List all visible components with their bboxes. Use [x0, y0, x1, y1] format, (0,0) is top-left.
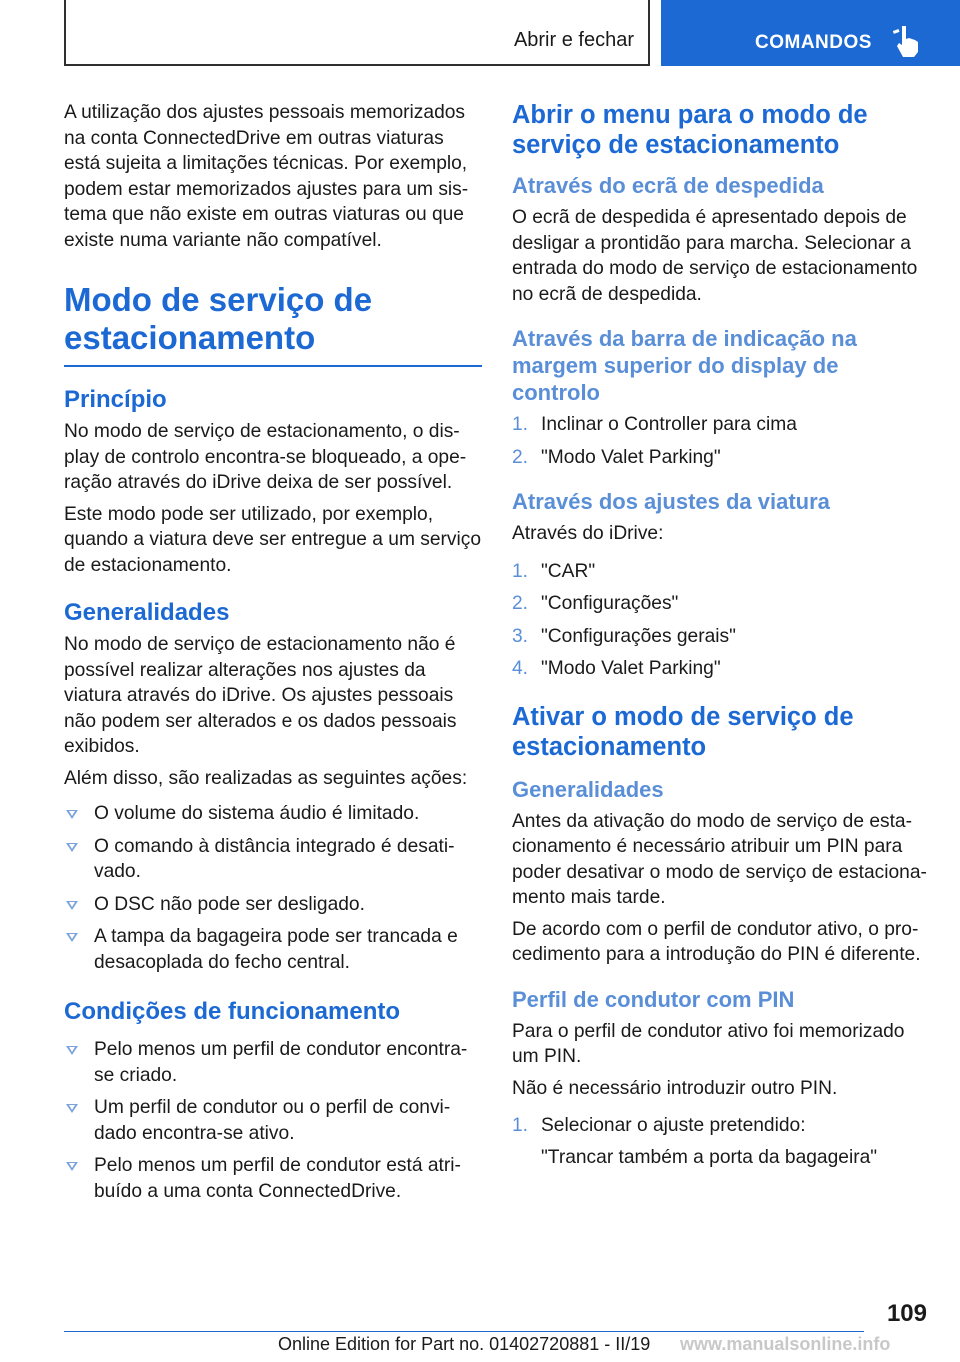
condicoes-heading: Condições de funcionamento	[64, 998, 401, 1025]
condicoes-bullet-list	[64, 1037, 482, 1204]
footer-divider	[64, 1331, 864, 1332]
generalidades-2-paragraph-1: Antes da ativação do modo de serviço de estacionamento é necessário atribuir um PIN para poder desativar o modo de serviço de estacionamento mais tarde.	[512, 810, 927, 908]
ajustes-viatura-heading: Através dos ajustes da viatura	[512, 489, 830, 514]
list-item: A tampa da bagageira pode ser trancada e desacoplada do fecho central.	[64, 924, 482, 975]
section-title: Abrir e fechar	[513, 29, 634, 51]
principio-paragraph-2: Este modo pode ser utilizado, por exemplo, quando a viatura deve ser entregue a um serviço de estacionamento.	[64, 503, 482, 576]
triangle-bullet-icon	[66, 1046, 78, 1055]
barra-indicacao-heading: Através da barra de indicação na margem superior do display de controlo	[512, 326, 857, 405]
generalidades-2-paragraph-2: De acordo com o perfil de condutor ativo, o procedimento para a introdução do PIN é diferente.	[512, 918, 921, 965]
generalidades-2-heading: Generalidades	[512, 776, 664, 802]
right-column	[512, 100, 928, 1177]
page-number: 109	[886, 1300, 927, 1327]
intro-paragraph: A utilização dos ajustes pessoais memorizados na conta ConnectedDrive em outras viaturas está sujeita a limitações técnicas. Por exemplo, podem estar memorizados ajustes para um sistema que não existe em outras viaturas ou que existe numa variante não compatível.	[64, 102, 469, 251]
perfil-pin-heading: Perfil de condutor com PIN	[512, 986, 795, 1012]
perfil-paragraph-2: Não é necessário introduzir outro PIN.	[512, 1077, 838, 1099]
generalidades-paragraph-1: No modo de serviço de estacionamento não é possível realizar alterações nos ajustes da viatura através do iDrive. Os ajustes pessoais não podem ser alterados e os dados pessoais exibidos.	[64, 634, 457, 757]
ajustes-paragraph: Através do iDrive:	[512, 523, 664, 544]
list-item: 1. Inclinar o Controller para cima	[512, 414, 797, 435]
generalidades-heading: Generalidades	[64, 599, 230, 626]
list-item: Pelo menos um perfil de condutor está atribuído a uma conta ConnectedDrive.	[64, 1153, 482, 1204]
header-section-tab	[64, 0, 650, 66]
triangle-bullet-icon	[66, 810, 78, 819]
list-item: 1. "CAR"	[512, 560, 596, 582]
triangle-bullet-icon	[66, 1104, 78, 1113]
list-item: 1. Selecionar o ajuste pretendido: "Trancar também a porta da bagageira"	[512, 1113, 928, 1170]
generalidades-bullet-list	[64, 801, 482, 975]
barra-steps-list	[512, 412, 928, 470]
list-item: 4. "Modo Valet Parking"	[512, 658, 721, 679]
list-item: 2. "Modo Valet Parking"	[512, 446, 721, 468]
ajustes-steps-list	[512, 559, 928, 682]
ecra-despedida-heading: Através do ecrã de despedida	[512, 173, 824, 198]
perfil-steps-list	[512, 1113, 928, 1170]
abrir-menu-heading: Abrir o menu para o modo de serviço de estacionamento	[512, 101, 868, 159]
list-item: Um perfil de condutor ou o perfil de convidado encontra-se ativo.	[64, 1095, 482, 1146]
pointing-hand-icon	[893, 24, 923, 58]
footer-watermark: www.manualsonline.info	[680, 1334, 891, 1354]
footer-edition: Online Edition for Part no. 01402720881 - II/19	[278, 1334, 651, 1354]
list-item: 2. "Configurações"	[512, 593, 679, 614]
main-section-title: Modo de serviço de estacionamento	[64, 281, 482, 367]
principio-paragraph-1: No modo de serviço de estacionamento, o display de controlo encontra-se bloqueado, a operação através do iDrive deixa de ser possível.	[64, 421, 467, 493]
list-item: 3. "Configurações gerais"	[512, 625, 736, 647]
triangle-bullet-icon	[66, 933, 78, 942]
list-item: Pelo menos um perfil de condutor encontra-se criado.	[64, 1037, 482, 1088]
list-item: O volume do sistema áudio é limitado.	[64, 801, 482, 827]
generalidades-paragraph-2: Além disso, são realizadas as seguintes ações:	[64, 767, 468, 789]
perfil-paragraph-1: Para o perfil de condutor ativo foi memorizado um PIN.	[512, 1020, 905, 1067]
header-chapter-tab	[661, 0, 960, 66]
step-sub-value: "Trancar também a porta da bagageira"	[541, 1146, 878, 1168]
ecra-paragraph: O ecrã de despedida é apresentado depois de desligar a prontidão para marcha. Selecionar a entrada do modo de serviço de estacionamento no ecrã de despedida.	[512, 207, 918, 305]
triangle-bullet-icon	[66, 901, 78, 910]
ativar-heading: Ativar o modo de serviço de estacionamento	[512, 702, 854, 761]
principio-heading: Princípio	[64, 386, 167, 413]
triangle-bullet-icon	[66, 1162, 78, 1171]
left-column	[64, 100, 482, 1211]
list-item: O DSC não pode ser desligado.	[64, 892, 482, 918]
list-item: O comando à distância integrado é desativado.	[64, 834, 482, 885]
triangle-bullet-icon	[66, 843, 78, 852]
chapter-title: COMANDOS	[755, 32, 872, 53]
